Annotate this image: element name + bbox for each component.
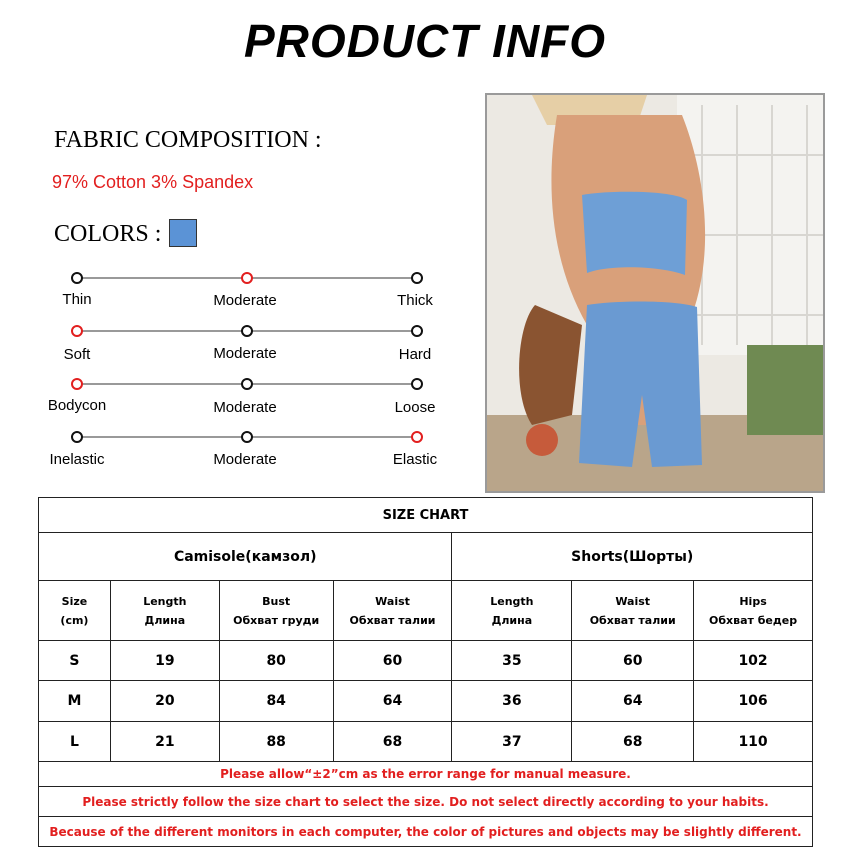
table-cell: 60 <box>333 641 452 681</box>
column-header-waist-shorts <box>572 581 694 641</box>
table-cell: 64 <box>572 681 694 722</box>
table-cell: 60 <box>572 641 694 681</box>
note-follow-chart: Please strictly follow the size chart to select the size. Do not select directly according to your habits. <box>39 787 813 817</box>
slider-label-thick: Thick <box>397 292 433 309</box>
column-header-bust <box>219 581 333 641</box>
column-header-size <box>39 581 111 641</box>
table-cell: 68 <box>572 722 694 762</box>
slider-dot-thick <box>411 272 423 284</box>
slider-label-moderate: Moderate <box>213 345 277 362</box>
slider-label-elastic: Elastic <box>392 451 438 468</box>
slider-dot-moderate-selected <box>241 272 253 284</box>
table-cell: S <box>39 641 111 681</box>
column-header-ru: Обхват талии <box>589 613 676 627</box>
table-cell: 88 <box>219 722 333 762</box>
table-row <box>39 681 813 722</box>
column-header-en: Length <box>490 594 534 608</box>
table-cell: 110 <box>694 722 813 762</box>
slider-label-bodycon: Bodycon <box>47 397 107 414</box>
column-header-en: Hips <box>739 594 767 608</box>
column-header-ru: Обхват талии <box>349 613 436 627</box>
table-cell: 19 <box>110 641 219 681</box>
slider-dot-hard <box>411 325 423 337</box>
column-header-en: Bust <box>262 594 291 608</box>
table-cell: L <box>39 722 111 762</box>
table-cell: 80 <box>219 641 333 681</box>
slider-label-thin: Thin <box>62 291 92 308</box>
slider-dot-moderate <box>241 431 253 443</box>
table-cell: 102 <box>694 641 813 681</box>
fabric-label: FABRIC COMPOSITION : <box>54 127 322 153</box>
slider-label-soft: Soft <box>63 346 91 363</box>
slider-dot-inelastic <box>71 431 83 443</box>
column-header-ru: Обхват груди <box>233 613 320 627</box>
column-header-ru: Обхват бедер <box>709 613 798 627</box>
table-cell: 36 <box>452 681 572 722</box>
table-cell: 64 <box>333 681 452 722</box>
column-header-length-shorts <box>452 581 572 641</box>
column-header-length <box>110 581 219 641</box>
slider-label-moderate: Moderate <box>213 399 277 416</box>
column-header-en: Size <box>61 594 88 608</box>
slider-label-loose: Loose <box>394 399 436 416</box>
size-chart-title: SIZE CHART <box>39 498 813 533</box>
column-header-ru: (cm) <box>60 613 89 627</box>
table-cell: 68 <box>333 722 452 762</box>
table-cell: 106 <box>694 681 813 722</box>
slider-label-hard: Hard <box>398 346 432 363</box>
product-photo <box>485 93 825 493</box>
color-swatch-blue[interactable] <box>169 219 197 247</box>
column-header-ru: Длина <box>144 613 186 627</box>
slider-label-moderate: Moderate <box>213 451 277 468</box>
slider-dot-elastic-selected <box>411 431 423 443</box>
table-row <box>39 641 813 681</box>
table-cell: M <box>39 681 111 722</box>
column-header-en: Length <box>143 594 187 608</box>
slider-dot-soft-selected <box>71 325 83 337</box>
slider-dot-moderate <box>241 378 253 390</box>
slider-label-inelastic: Inelastic <box>49 451 105 468</box>
table-cell: 35 <box>452 641 572 681</box>
table-cell: 84 <box>219 681 333 722</box>
column-header-ru: Длина <box>491 613 533 627</box>
product-photo-illustration <box>487 95 823 491</box>
column-header-en: Waist <box>375 594 410 608</box>
slider-dot-moderate <box>241 325 253 337</box>
fabric-value: 97% Cotton 3% Spandex <box>52 172 254 192</box>
slider-dot-thin <box>71 272 83 284</box>
table-cell: 37 <box>452 722 572 762</box>
column-header-en: Waist <box>615 594 651 608</box>
table-cell: 20 <box>110 681 219 722</box>
page-title: PRODUCT INFO <box>243 15 607 67</box>
slider-dot-loose <box>411 378 423 390</box>
size-chart-table <box>38 497 813 847</box>
shorts-header: Shorts(Шорты) <box>452 533 813 581</box>
table-row <box>39 722 813 762</box>
column-header-waist <box>333 581 452 641</box>
column-header-row <box>39 581 813 641</box>
colors-label: COLORS : <box>54 221 162 247</box>
slider-label-moderate: Moderate <box>213 292 277 309</box>
slider-dot-bodycon-selected <box>71 378 83 390</box>
note-error-range: Please allow“±2”cm as the error range for manual measure. <box>39 762 813 787</box>
note-color-difference: Because of the different monitors in each computer, the color of pictures and objects may be slightly different. <box>39 817 813 847</box>
camisole-header: Camisole(камзол) <box>39 533 452 581</box>
table-cell: 21 <box>110 722 219 762</box>
column-header-hips <box>694 581 813 641</box>
